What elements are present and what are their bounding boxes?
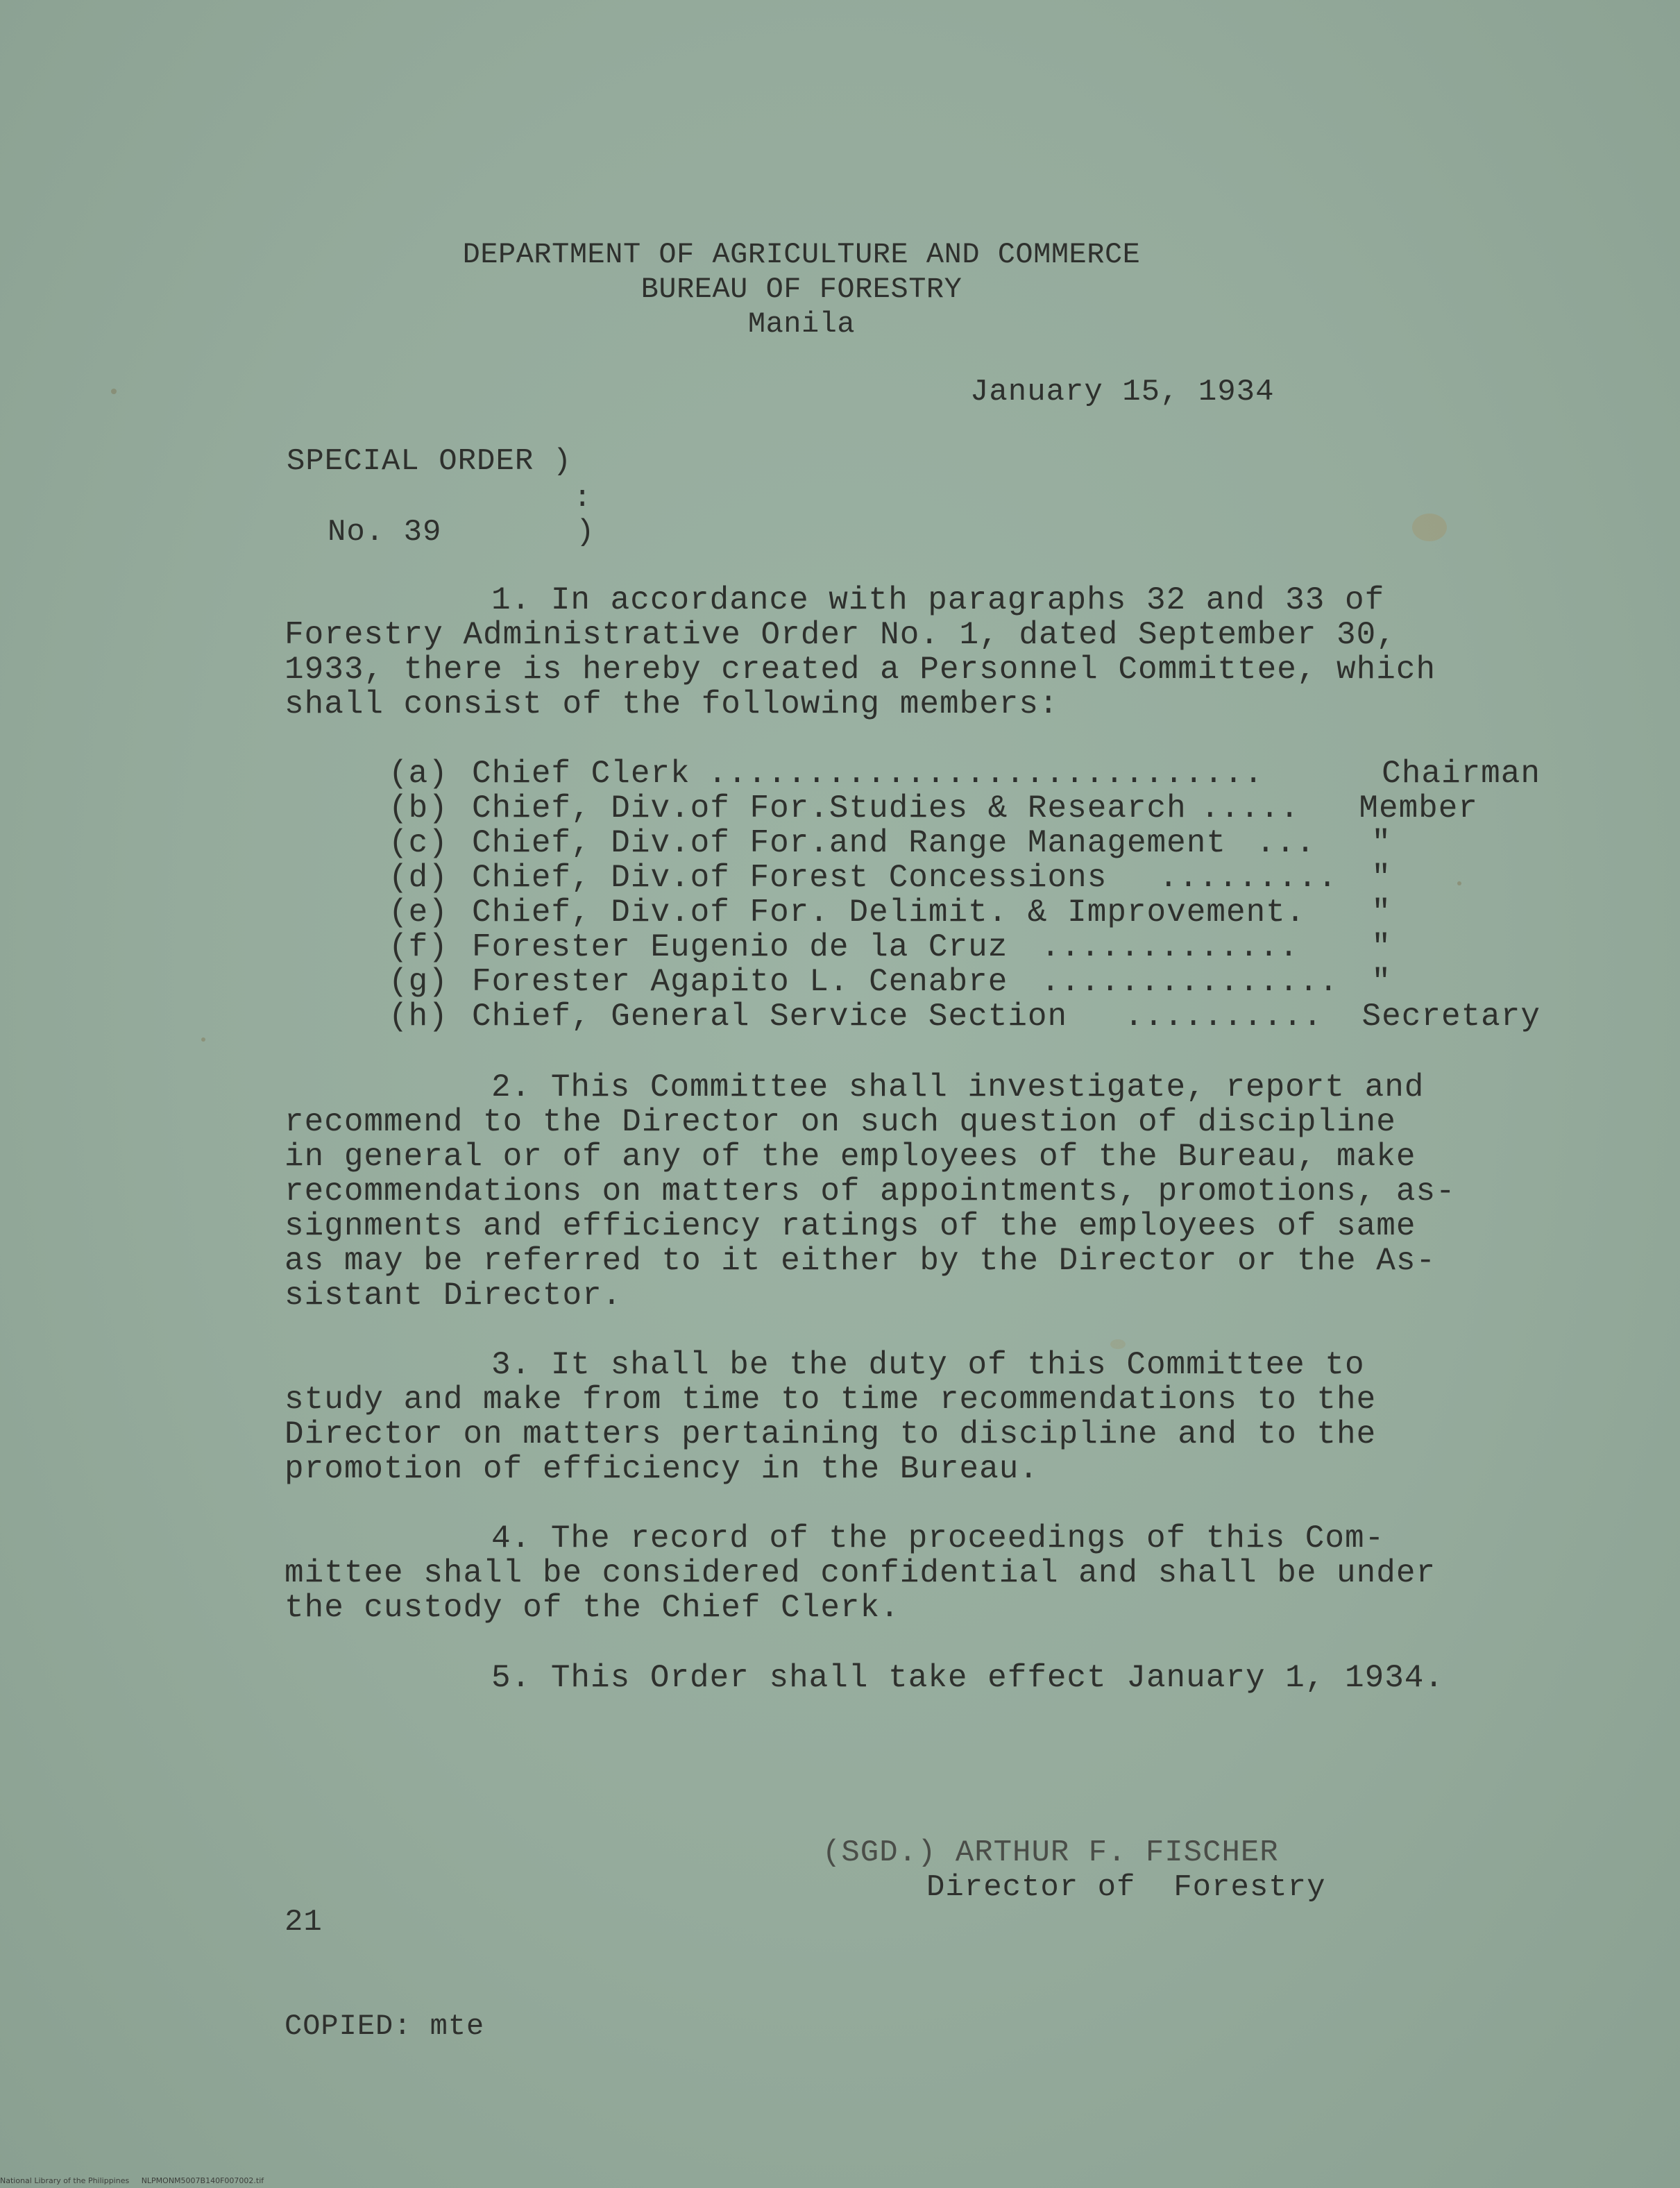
member-role: " — [1371, 929, 1391, 965]
paragraph-line: shall consist of the following members: — [285, 686, 1059, 722]
member-name: Chief, Div.of For.and Range Management — [472, 825, 1226, 861]
member-letter: (g) — [389, 964, 448, 1000]
special-order-number: No. 39 — [328, 515, 442, 550]
paragraph-line: as may be referred to it either by the Director or the As- — [285, 1243, 1436, 1279]
member-letter: (e) — [389, 894, 448, 931]
member-name: Forester Agapito L. Cenabre — [472, 964, 1008, 1000]
member-row — [389, 756, 1541, 791]
member-role: Member — [1359, 790, 1478, 826]
member-row — [389, 930, 1541, 965]
member-name: Forester Eugenio de la Cruz — [472, 929, 1008, 965]
paragraph-line: mittee shall be considered confidential and shall be under — [285, 1555, 1436, 1591]
paper-stain — [1110, 1339, 1126, 1349]
city-heading: Manila — [747, 307, 856, 341]
paragraph-line: recommend to the Director on such question of discipline — [285, 1104, 1396, 1140]
page-number: 21 — [285, 1905, 323, 1940]
department-heading: DEPARTMENT OF AGRICULTURE AND COMMERCE — [462, 238, 1141, 271]
member-name: Chief, Div.of Forest Concessions — [472, 860, 1108, 896]
document-date: January 15, 1934 — [970, 375, 1275, 409]
signature-name: (SGD.) ARTHUR F. FISCHER — [822, 1835, 1279, 1870]
member-role: " — [1371, 964, 1391, 1000]
member-letter: (h) — [389, 999, 448, 1035]
paragraph-line: in general or of any of the employees of the Bureau, make — [285, 1139, 1416, 1175]
special-order-colon: : — [573, 481, 593, 516]
member-dots: ............... — [1041, 964, 1339, 1000]
signature-title: Director of Forestry — [926, 1870, 1326, 1905]
special-order-label: SPECIAL ORDER ) — [287, 444, 572, 479]
paragraph-line: 1933, there is hereby created a Personnel Committee, which — [285, 652, 1436, 688]
member-name: Chief, General Service Section — [472, 999, 1068, 1035]
bureau-heading: BUREAU OF FORESTRY — [640, 273, 962, 306]
member-role: Chairman — [1382, 756, 1541, 792]
member-name: Chief Clerk — [472, 756, 690, 792]
member-role: " — [1371, 825, 1391, 861]
member-letter: (d) — [389, 860, 448, 896]
paragraph-line: signments and efficiency ratings of the employees of same — [285, 1208, 1416, 1244]
copied-note: COPIED: mte — [285, 2010, 485, 2043]
paragraph-line: study and make from time to time recommendations to the — [285, 1382, 1377, 1418]
member-row — [389, 999, 1541, 1034]
member-dots: ......... — [1159, 860, 1338, 896]
member-dots: ... — [1256, 825, 1316, 861]
paragraph-line: 2. This Committee shall investigate, report and — [491, 1069, 1425, 1105]
member-row — [389, 826, 1541, 860]
member-dots: ............. — [1041, 929, 1299, 965]
member-row — [389, 791, 1541, 826]
member-dots: ............................ — [708, 756, 1264, 792]
member-letter: (c) — [389, 825, 448, 861]
member-role: " — [1371, 894, 1391, 931]
paragraph-line: recommendations on matters of appointments, promotions, as- — [285, 1173, 1456, 1210]
member-name: Chief, Div.of For. Delimit. & Improvement. — [472, 894, 1306, 931]
scan-footer: National Library of the Philippines NLPMONM5007B140F007002.tif — [0, 2176, 264, 2185]
paragraph-line: 3. It shall be the duty of this Committee to — [491, 1347, 1365, 1383]
member-row — [389, 965, 1541, 999]
paragraph-line: the custody of the Chief Clerk. — [285, 1590, 900, 1626]
paragraph-line: promotion of efficiency in the Bureau. — [285, 1451, 1039, 1487]
paragraph-line: 1. In accordance with paragraphs 32 and 33 of — [491, 582, 1385, 618]
paragraph-line: 4. The record of the proceedings of this Com- — [491, 1520, 1385, 1557]
paper-stain — [111, 389, 117, 394]
member-row — [389, 895, 1541, 930]
member-name: Chief, Div.of For.Studies & Research — [472, 790, 1187, 826]
member-letter: (a) — [389, 756, 448, 792]
member-role: " — [1371, 860, 1391, 896]
special-order-paren: ) — [576, 515, 595, 550]
member-letter: (b) — [389, 790, 448, 826]
paragraph-line: Director on matters pertaining to discipline and to the — [285, 1416, 1377, 1452]
paper-stain — [1412, 514, 1447, 541]
member-dots: ..... — [1200, 790, 1300, 826]
paragraph-line: 5. This Order shall take effect January 1, 1934. — [491, 1660, 1445, 1696]
paragraph-line: Forestry Administrative Order No. 1, dated September 30, — [285, 617, 1396, 653]
member-role: Secretary — [1361, 999, 1541, 1035]
paper-stain — [201, 1037, 205, 1042]
paragraph-line: sistant Director. — [285, 1278, 622, 1314]
paper-stain — [1457, 881, 1461, 885]
member-row — [389, 860, 1541, 895]
member-dots: .......... — [1124, 999, 1323, 1035]
member-letter: (f) — [389, 929, 448, 965]
